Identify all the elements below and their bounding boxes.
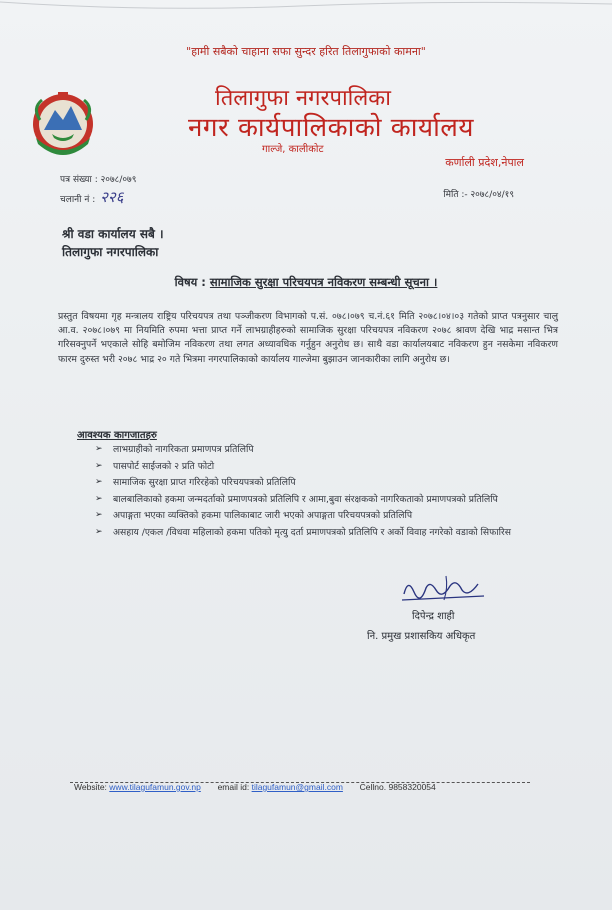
list-item-text: सामाजिक सुरक्षा प्राप्त गरिरहेको परिचयपत्रको प्रतिलिपि (113, 477, 296, 488)
list-item-text: असहाय /एकल /विधवा महिलाको हकमा पतिको मृत्यु दर्ता प्रमाणपत्रको प्रतिलिपि र अर्को विवाह नगरेको वडाको सिफारिस (113, 526, 511, 538)
arrow-right-icon: ➢ (95, 510, 103, 520)
subject-label: विषय : (174, 275, 206, 289)
office-location: गाल्जे, कालीकोट (262, 144, 324, 155)
addressee-line-2: तिलागुफा नगरपालिका (62, 245, 159, 259)
footer (74, 782, 436, 792)
documents-heading: आवश्यक कागजातहरु (77, 430, 157, 441)
list-item-text: पासपोर्ट साईजको २ प्रति फोटो (113, 460, 215, 472)
office-name: नगर कार्यपालिकाको कार्यालय (188, 113, 475, 143)
paper-fold-shadow (0, 0, 612, 14)
list-item (95, 526, 535, 540)
cell-number: Cellno. 9858320054 (359, 782, 436, 792)
arrow-right-icon: ➢ (95, 493, 103, 504)
letter-date: मिति :- २०७८/०४/१९ (443, 190, 514, 200)
list-item (95, 509, 535, 523)
nepal-government-emblem-icon (22, 80, 104, 162)
list-item (95, 493, 535, 507)
list-item-text: अपाङ्गता भएका व्यक्तिको हकमा पालिकाबाट जारी भएको अपाङ्गता परिचयपत्रको प्रतिलिपि (113, 510, 413, 521)
dispatch-number-row (60, 187, 124, 207)
province-name: कर्णाली प्रदेश,नेपाल (445, 156, 524, 169)
handwritten-signature (398, 574, 488, 604)
letter-body: प्रस्तुत विषयमा गृह मन्त्रालय राष्ट्रिय परिचयपत्र तथा पञ्जीकरण विभागको प.सं. ०७८।०७९ च.नं.६१ मिति २०७८।०४।०३ गतेको प्राप्त पत्रनुसार चालु आ.व. २०७८।०७९ मा नियमिति रुपमा भत्ता प्राप्त गर्ने लाभग्राहीहरुको सामाजिक सुरक्षा परिचयपत्र नविकरण २०७८ श्रावण देखि भाद्र मसान्त भित्र गरिसक्नुपर्ने भएकाले सोहि बमोजिम नविकरण तथा लगत अध्यावधिक गर्नुहुन अनुरोध छ। साथै वडा कार्यालयबाट नविकरण हुन नसकेमा नविकरण फारम दुरुस्त भरी २०७८ भाद्र २० गते भित्रमा नगरपालिकाको कार्यालय गाल्जेमा बुझाउन जानकारीका लागि अनुरोध छ। (58, 311, 558, 365)
list-item (95, 460, 535, 474)
dispatch-number: २२६ (100, 188, 124, 206)
website-label: Website: (74, 782, 107, 792)
signatory-name: दिपेन्द्र शाही (412, 611, 455, 622)
list-item (95, 476, 535, 490)
slogan: "हामी सबैको चाहाना सफा सुन्दर हरित तिलागुफाको कामना" (186, 45, 426, 58)
email-label: email id: (217, 782, 250, 792)
arrow-right-icon: ➢ (95, 460, 103, 471)
list-item-text: बालबालिकाको हकमा जन्मदर्ताको प्रमाणपत्रको प्रतिलिपि र आमा,बुवा संरक्षकको नागरिकताको प्रमाणपत्रको प्रतिलिपि (113, 493, 498, 505)
letter-number: पत्र संख्या : २०७८/०७९ (60, 175, 137, 185)
list-item (95, 443, 535, 457)
arrow-right-icon: ➢ (95, 444, 103, 454)
municipality-name: तिलागुफा नगरपालिका (215, 86, 391, 111)
addressee-line-1: श्री वडा कार्यालय सबै । (62, 227, 164, 241)
arrow-right-icon: ➢ (95, 526, 103, 537)
signatory-title: नि. प्रमुख प्रशासकिय अधिकृत (367, 631, 476, 642)
subject-line (0, 275, 612, 290)
website-link[interactable]: www.tilagufamun.gov.np (109, 782, 201, 792)
documents-list (95, 443, 535, 542)
subject-text: सामाजिक सुरक्षा परिचयपत्र नविकरण सम्बन्धी सूचना । (209, 275, 438, 289)
arrow-right-icon: ➢ (95, 477, 103, 487)
dispatch-label: चलानी नं : (60, 195, 96, 205)
list-item-text: लाभग्राहीको नागरिकता प्रमाणपत्र प्रतिलिपि (113, 444, 254, 455)
email-link[interactable]: tilagufamun@gmail.com (251, 782, 343, 792)
